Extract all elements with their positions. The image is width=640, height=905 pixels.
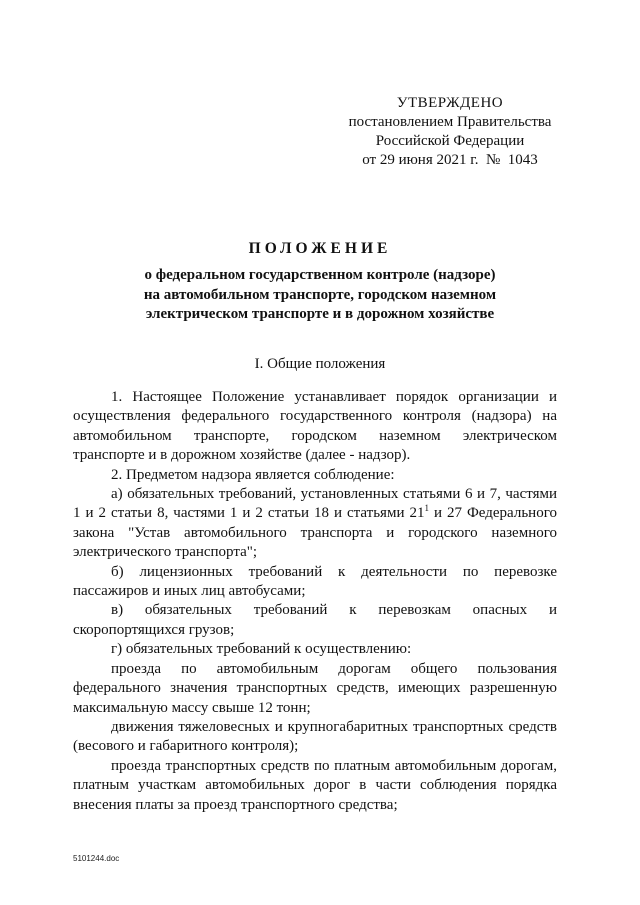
section-heading: I. Общие положения	[254, 356, 386, 372]
document-subtitle	[70, 266, 570, 325]
document-body	[73, 388, 557, 815]
subtitle-line-3: электрическом транспорте и в дорожном хозяйстве	[145, 306, 495, 322]
paragraph-8: движения тяжеловесных и крупногабаритных транспортных средств (весового и габаритного контроля);	[73, 718, 557, 755]
paragraph-3-text-b: и 27 Федерального закона "Устав автомобильного транспорта и городского наземного электрического транспорта";	[73, 505, 557, 561]
approval-line-2: постановлением Правительства	[348, 114, 552, 130]
approval-line-3: Российской Федерации	[375, 133, 525, 149]
paragraph-9: проезда транспортных средств по платным автомобильным дорогам, платным участкам автомобильных дорог в части соблюдения порядка внесения платы за проезд транспортного средства;	[73, 757, 557, 813]
paragraph-5: в) обязательных требований к перевозкам опасных и скоропортящихся грузов;	[73, 602, 557, 638]
paragraph-3	[73, 485, 557, 563]
paragraph-2: 2. Предметом надзора является соблюдение:	[111, 466, 395, 483]
approval-stamp	[335, 94, 565, 170]
approval-heading: УТВЕРЖДЕНО	[396, 95, 504, 111]
paragraph-6: г) обязательных требований к осуществлению:	[111, 641, 412, 658]
approval-date: от 29 июня 2021 г. № 1043	[362, 152, 538, 168]
paragraph-4: б) лицензионных требований к деятельности по перевозке пассажиров и иных лиц автобусами;	[73, 563, 557, 600]
paragraph-1: 1. Настоящее Положение устанавливает порядок организации и осуществления федерального государственного контроля (надзора) на автомобильном транспорте, городском наземном электрическом транспорте и в дорожном хозяйстве (далее - надзор).	[73, 389, 557, 464]
paragraph-3-superscript: 1	[424, 503, 429, 514]
paragraph-7: проезда по автомобильным дорогам общего пользования федерального значения транспортных средств, имеющих разрешенную максимальную массу свыше 12 тонн;	[73, 660, 557, 716]
paragraph-3-text-a: а) обязательных требований, установленных статьями 6 и 7, частями 1 и 2 статьи 8, частями 1 и 2 статьи 18 и статьями 21	[73, 486, 557, 522]
subtitle-line-2: на автомобильном транспорте, городском наземном	[143, 286, 497, 303]
document-title: ПОЛОЖЕНИЕ	[248, 240, 392, 257]
file-name-footer: 5101244.doc	[73, 854, 120, 863]
subtitle-line-1: о федеральном государственном контроле (надзоре)	[144, 267, 496, 283]
